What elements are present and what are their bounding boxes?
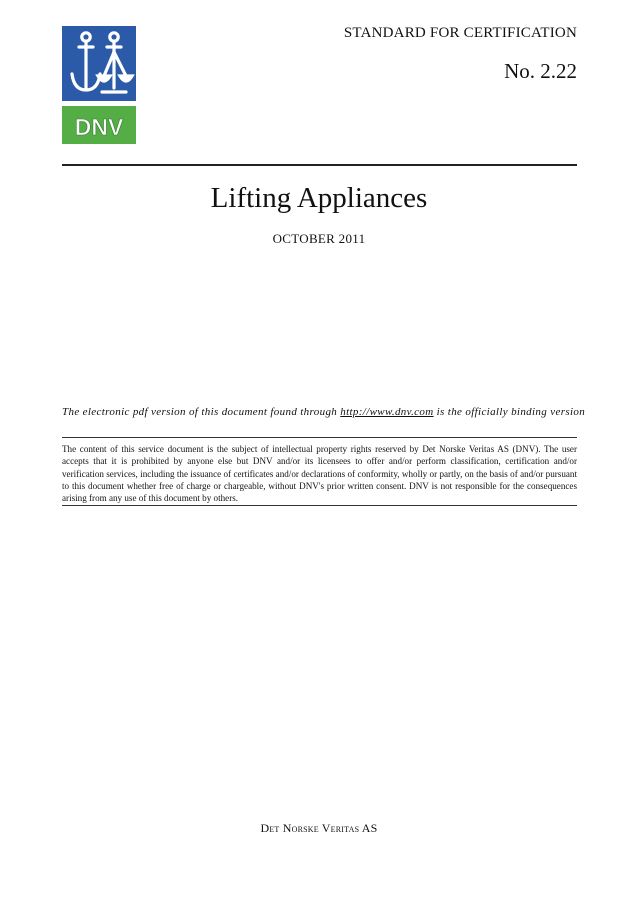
binding-version-notice xyxy=(62,406,586,418)
binding-notice-tail: is the officially binding version xyxy=(433,406,586,418)
publisher-footer xyxy=(0,821,638,836)
standard-number: No. 2.22 xyxy=(504,59,577,83)
anchor-scales-icon xyxy=(62,26,136,101)
document-title xyxy=(0,182,638,215)
binding-notice-lead: The electronic pdf version of this document found through xyxy=(62,406,341,418)
legal-top-divider xyxy=(62,437,577,438)
publisher-name: Det Norske Veritas AS xyxy=(260,821,378,835)
document-title-text: Lifting Appliances xyxy=(210,182,428,214)
standard-type-label: STANDARD FOR CERTIFICATION xyxy=(343,25,577,41)
header-divider xyxy=(62,164,577,166)
dnv-emblem-logo xyxy=(62,26,136,101)
intellectual-property-notice: The content of this service document is the subject of intellectual property rights reserved by Det Norske Veritas AS (DNV). The user accepts that it is prohibited by anyone else but DNV and/or its licensees to offer and/or perform classification, certification and/or verification services, including the issuance of certificates and/or declarations of conformity, wholly or partly, on the basis of and/or pursuant to this document whether free of charge or chargeable, without DNV's prior written consent. DNV is not responsible for the consequences arising from any use of this document by others. xyxy=(62,444,577,504)
dnv-wordmark-logo xyxy=(62,106,136,144)
dnv-wordmark-text: DNV xyxy=(74,114,124,140)
dnv-wordmark-icon xyxy=(62,106,136,144)
dnv-website-link[interactable]: http://www.dnv.com xyxy=(340,406,434,418)
legal-bottom-divider xyxy=(62,505,577,506)
document-date: OCTOBER 2011 xyxy=(272,231,366,246)
